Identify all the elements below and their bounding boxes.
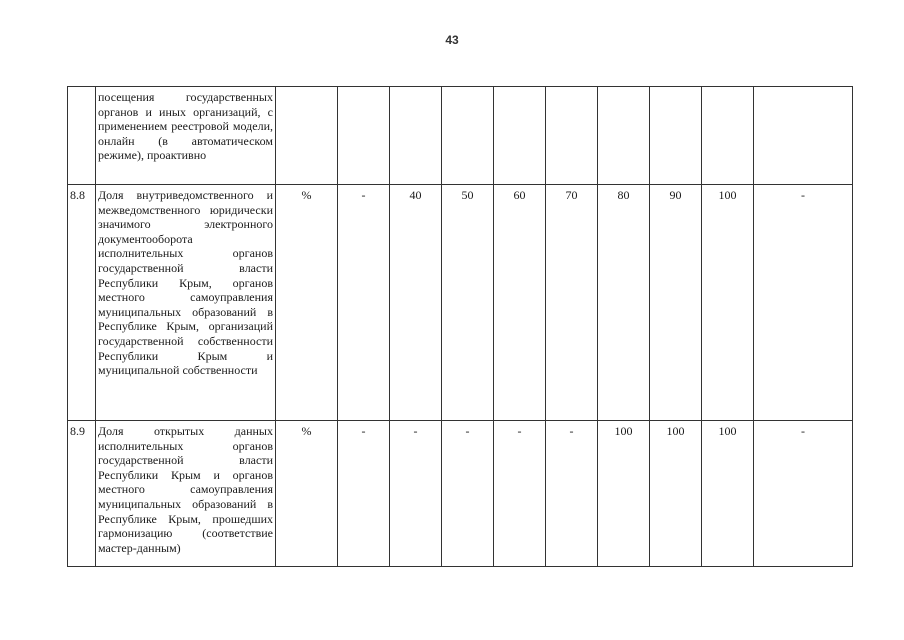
page-number: 43 <box>445 33 459 47</box>
value-cell: 100 <box>702 185 754 421</box>
value-cell: 70 <box>546 185 598 421</box>
value-cell: - <box>546 421 598 567</box>
unit-cell: % <box>276 421 338 567</box>
value-cell: - <box>390 421 442 567</box>
row-number: 8.8 <box>68 185 96 421</box>
value-cell: 80 <box>598 185 650 421</box>
value-cell <box>754 87 853 185</box>
unit-cell: % <box>276 185 338 421</box>
value-cell: - <box>442 421 494 567</box>
value-cell: - <box>754 185 853 421</box>
indicator-name: посещения государственных органов и иных организаций, с применением реестровой модели, онлайн (в автоматическом режиме), проактивно <box>96 87 276 185</box>
value-cell <box>546 87 598 185</box>
indicator-name: Доля открытых данных исполнительных органов государственной власти Республики Крым и органов местного самоуправления муниципальных образований в Республике Крым, прошедших гармонизацию (соответствие мастер-данным) <box>96 421 276 567</box>
row-number <box>68 87 96 185</box>
value-cell: - <box>338 421 390 567</box>
value-cell: 100 <box>598 421 650 567</box>
value-cell: - <box>754 421 853 567</box>
table-row <box>68 185 853 421</box>
row-number: 8.9 <box>68 421 96 567</box>
table-row <box>68 87 853 185</box>
value-cell <box>650 87 702 185</box>
value-cell: 60 <box>494 185 546 421</box>
unit-cell <box>276 87 338 185</box>
value-cell: - <box>494 421 546 567</box>
value-cell <box>390 87 442 185</box>
value-cell: 100 <box>702 421 754 567</box>
value-cell: 50 <box>442 185 494 421</box>
value-cell: - <box>338 185 390 421</box>
value-cell <box>338 87 390 185</box>
value-cell: 100 <box>650 421 702 567</box>
value-cell <box>598 87 650 185</box>
value-cell: 40 <box>390 185 442 421</box>
indicator-name: Доля внутриведомственного и межведомственного юридически значимого электронного документооборота исполнительных органов государственной власти Республики Крым, органов местного самоуправления муниципальных образований в Республике Крым, организаций государственной собственности Республики Крым и муниципальной собственности <box>96 185 276 421</box>
value-cell: 90 <box>650 185 702 421</box>
value-cell <box>442 87 494 185</box>
value-cell <box>494 87 546 185</box>
table-row <box>68 421 853 567</box>
indicators-table <box>67 86 853 567</box>
value-cell <box>702 87 754 185</box>
